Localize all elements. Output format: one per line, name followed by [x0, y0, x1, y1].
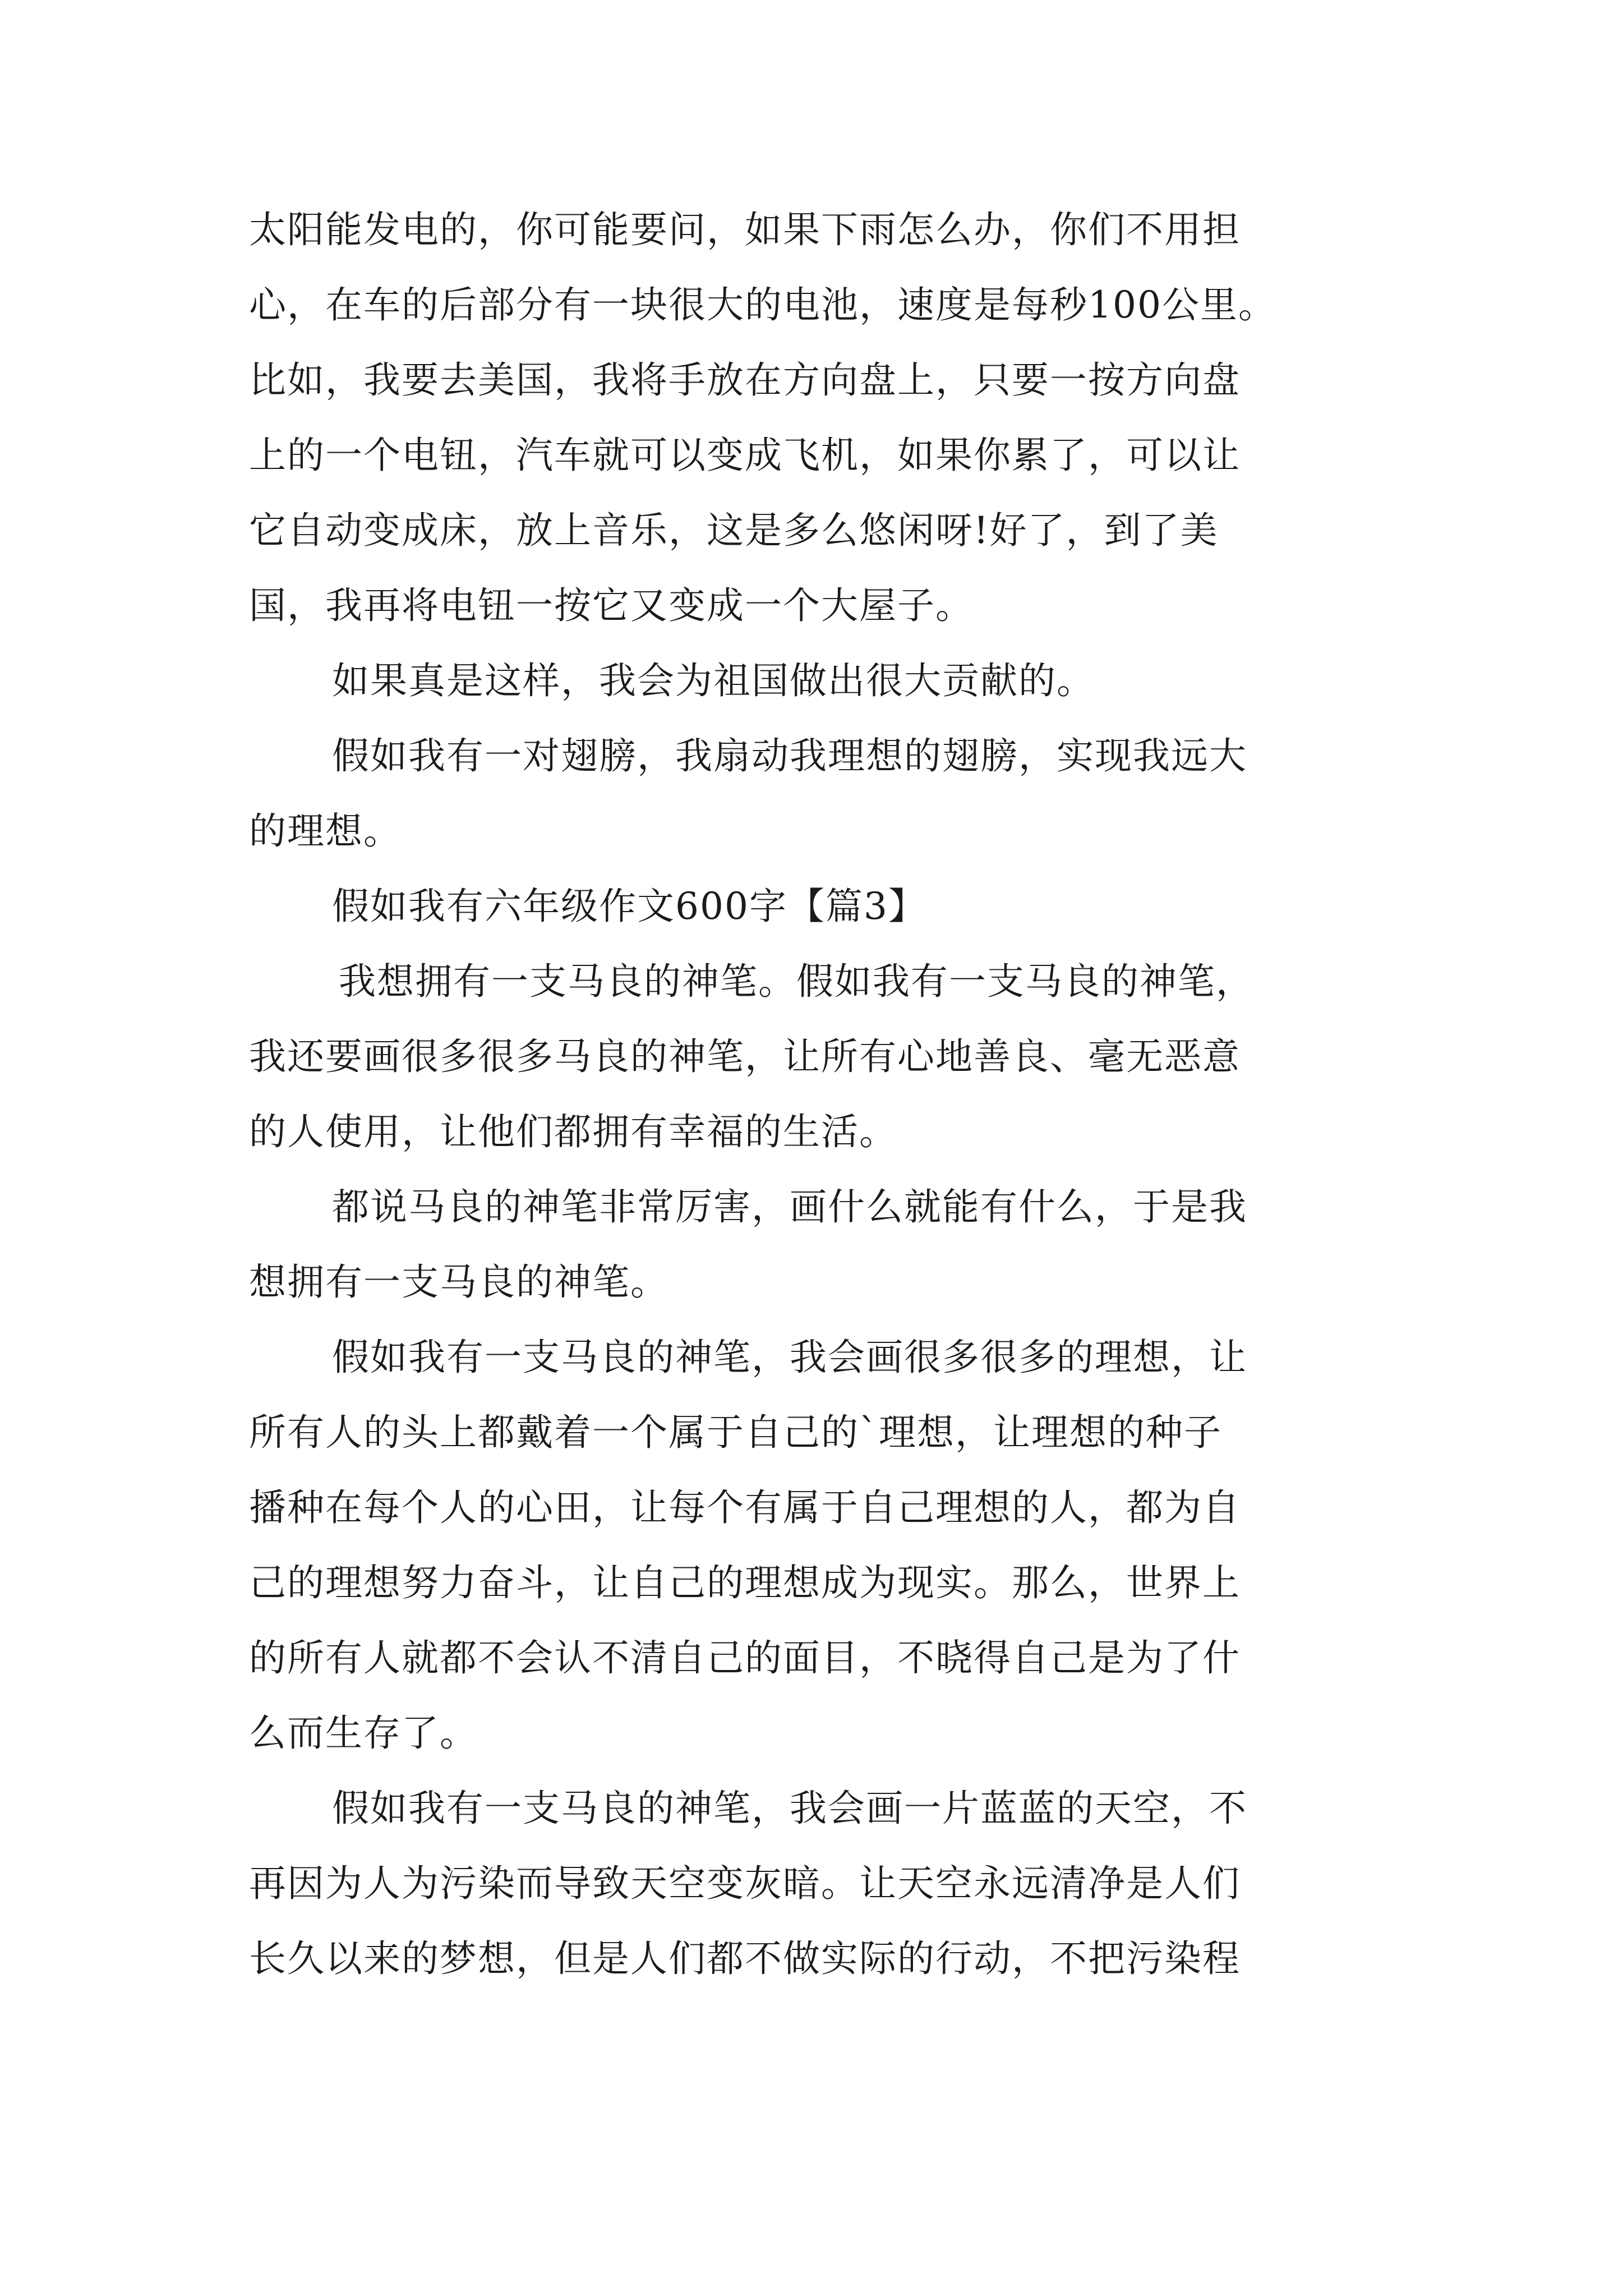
text-line: 上的一个电钮，汽车就可以变成飞机，如果你累了，可以让: [249, 434, 1241, 477]
text-line: 再因为人为污染而导致天空变灰暗。让天空永远清净是人们: [249, 1862, 1241, 1905]
section-heading: 假如我有六年级作文600字【篇3】: [332, 885, 926, 928]
text-line: 国，我再将电钮一按它又变成一个大屋子。: [249, 584, 974, 627]
paragraph-start-line: 假如我有一支马良的神笔，我会画一片蓝蓝的天空，不: [332, 1787, 1247, 1830]
text-line: 的人使用，让他们都拥有幸福的生活。: [249, 1110, 897, 1153]
text-line: 播种在每个人的心田，让每个有属于自己理想的人，都为自: [249, 1486, 1241, 1529]
paragraph-start-line: 我想拥有一支马良的神笔。假如我有一支马良的神笔，: [339, 960, 1254, 1003]
text-line: 太阳能发电的，你可能要问，如果下雨怎么办，你们不用担: [249, 208, 1241, 251]
paragraph-start-line: 假如我有一支马良的神笔，我会画很多很多的理想，让: [332, 1336, 1247, 1379]
text-line: 想拥有一支马良的神笔。: [249, 1260, 668, 1304]
text-line: 它自动变成床，放上音乐，这是多么悠闲呀!好了，到了美: [249, 509, 1219, 552]
paragraph-start-line: 都说马良的神笔非常厉害，画什么就能有什么，于是我: [332, 1185, 1247, 1228]
text-line: 的所有人就都不会认不清自己的面目，不晓得自己是为了什: [249, 1636, 1241, 1680]
document-body: [249, 192, 1387, 1996]
text-line: 长久以来的梦想，但是人们都不做实际的行动，不把污染程: [249, 1937, 1241, 1980]
text-line: 比如，我要去美国，我将手放在方向盘上，只要一按方向盘: [249, 358, 1241, 402]
text-line: 所有人的头上都戴着一个属于自己的`理想，让理想的种子: [249, 1411, 1222, 1454]
text-line: 的理想。: [249, 809, 402, 853]
paragraph-start-line: 如果真是这样，我会为祖国做出很大贡献的。: [332, 659, 1095, 702]
text-line: 我还要画很多很多马良的神笔，让所有心地善良、毫无恶意: [249, 1035, 1241, 1078]
paragraph-start-line: 假如我有一对翅膀，我扇动我理想的翅膀，实现我远大: [332, 734, 1247, 777]
text-line: 心，在车的后部分有一块很大的电池，速度是每秒100公里。: [249, 283, 1276, 326]
text-line: 么而生存了。: [249, 1711, 478, 1755]
text-line: 己的理想努力奋斗，让自己的理想成为现实。那么，世界上: [249, 1561, 1241, 1604]
